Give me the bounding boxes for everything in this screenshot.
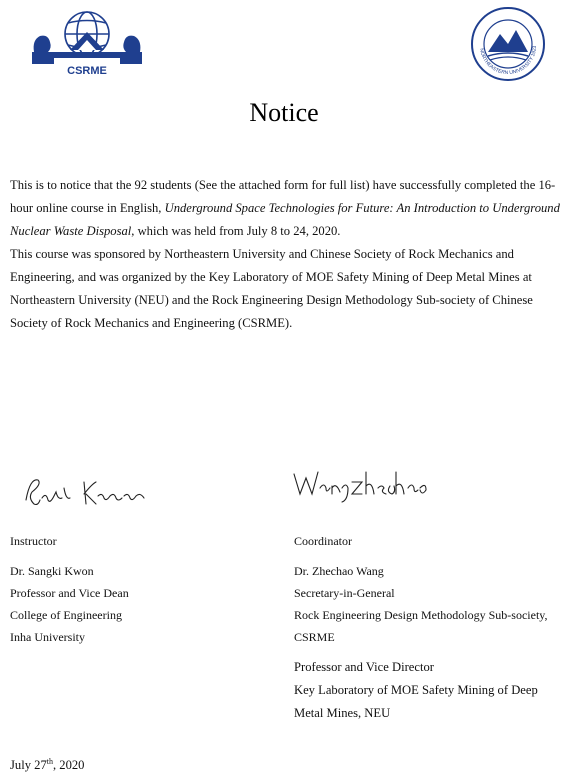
csrme-logo [26, 6, 148, 84]
neu-seal-logo [470, 6, 546, 82]
svg-text:CSRME: CSRME [67, 65, 107, 77]
date-prefix: July 27 [10, 758, 47, 773]
coordinator-role: Coordinator [294, 534, 352, 548]
instructor-college: College of Engineering [10, 608, 122, 622]
date-year: , 2020 [52, 758, 85, 773]
coordinator-lab: Key Laboratory of MOE Safety Mining of Deep [294, 683, 538, 697]
notice-date [10, 757, 84, 773]
coordinator-second-affiliation [294, 656, 564, 725]
coordinator-title: Secretary-in-General [294, 586, 395, 600]
instructor-title: Professor and Vice Dean [10, 586, 129, 600]
course-title: Underground Space Technologies for Future: An Introduction to Underground Nuclear Waste Disposal [10, 201, 560, 238]
p1-end: , which was held from July 8 to 24, 2020. [131, 224, 341, 238]
date-suffix: th [46, 757, 53, 766]
paragraph-1 [10, 174, 562, 243]
instructor-university: Inha University [10, 630, 85, 644]
instructor-role: Instructor [10, 534, 57, 548]
coordinator-block [294, 530, 564, 725]
p1-start: This is to notice that the 92 students (See the attached form for full list) have successfully completed the 16-hour online course in English, [10, 178, 556, 215]
coordinator-title-2: Professor and Vice Director [294, 660, 434, 674]
svg-text:NORTHEASTERN UNIVERSITY 1923: NORTHEASTERN UNIVERSITY 1923 [478, 45, 539, 77]
coordinator-name: Dr. Zhechao Wang [294, 564, 384, 578]
instructor-signature [20, 470, 160, 512]
coordinator-society-abbr: CSRME [294, 630, 335, 644]
coordinator-society: Rock Engineering Design Methodology Sub-society, [294, 608, 548, 622]
coordinator-lab-2: Metal Mines, NEU [294, 706, 391, 720]
coordinator-signature [290, 462, 430, 504]
page-title: Notice [249, 98, 319, 127]
instructor-name: Dr. Sangki Kwon [10, 564, 94, 578]
paragraph-2: This course was sponsored by Northeastern University and Chinese Society of Rock Mechanics and Engineering, and was organized by the Key Laboratory of MOE Safety Mining of Deep Metal Mines at Northeastern University (NEU) and the Rock Engineering Design Methodology Sub-society of Chinese Society of Rock Mechanics and Engineering (CSRME). [10, 247, 533, 330]
instructor-block [10, 530, 270, 648]
notice-body [10, 174, 562, 335]
